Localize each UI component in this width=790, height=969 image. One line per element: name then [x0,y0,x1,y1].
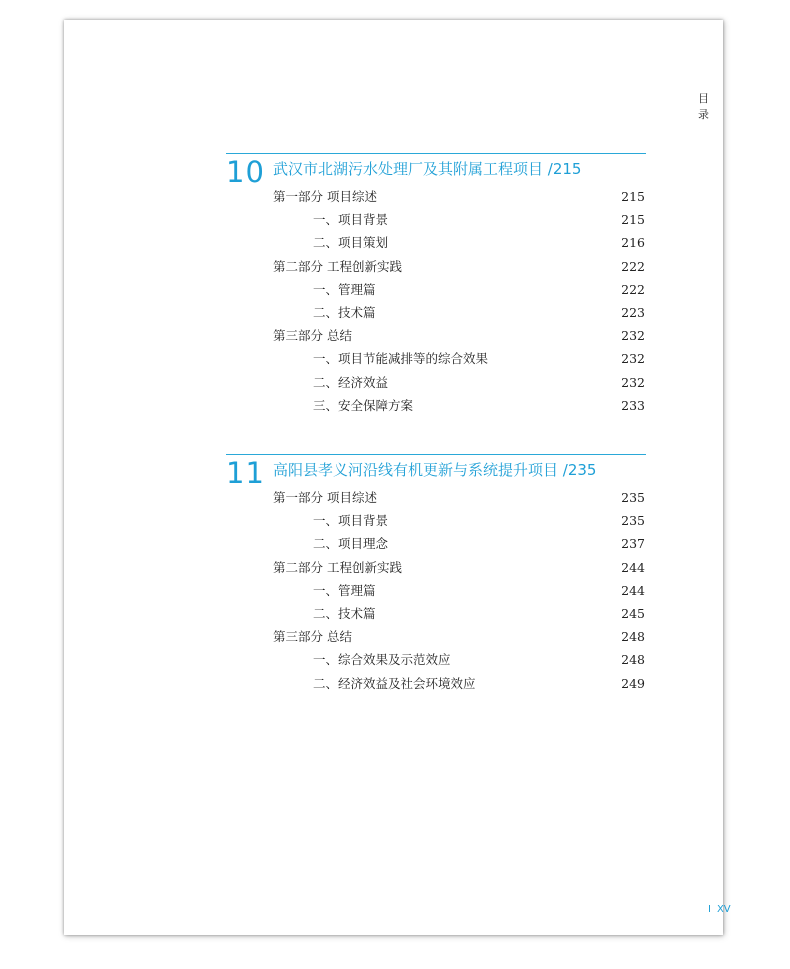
toc-entry-label: 二、经济效益及社会环境效应 [313,675,476,691]
chapter-number: 10 [226,155,265,189]
toc-entry-label: 二、技术篇 [313,304,376,320]
toc-entry-page: 233 [621,397,645,413]
toc-entry-label: 第一部分 项目综述 [273,189,377,204]
toc-entry[interactable] [273,532,645,555]
toc-entry-label: 二、项目理念 [313,536,389,552]
toc-entry-label: 第二部分 工程创新实践 [273,559,402,575]
toc-entry-page: 235 [621,513,645,529]
toc-entry-page: 244 [621,582,645,598]
toc-entry[interactable] [273,255,645,278]
toc-entry-label: 二、经济效益 [313,374,389,390]
toc-entry-label: 一、项目背景 [313,212,389,228]
folio-bar: I [708,904,711,915]
toc-entry-page: 215 [621,212,645,228]
running-head: 目 录 [698,92,715,121]
toc-entry-label: 一、管理篇 [313,281,376,297]
toc-list [273,486,645,695]
toc-entry-page: 222 [621,258,645,274]
toc-entry-label: 第一部分 项目综述 [273,490,377,505]
chapter-rule [226,454,646,455]
toc-entry-page: 244 [621,559,645,575]
toc-entry[interactable] [273,579,645,602]
toc-entry-page: 245 [621,605,645,621]
toc-entry[interactable] [273,486,645,509]
toc-entry[interactable] [273,371,645,394]
toc-entry[interactable] [273,185,645,208]
toc-entry[interactable] [273,625,645,648]
toc-entry-page: 232 [621,328,645,344]
toc-entry[interactable] [273,648,645,671]
toc-entry-page: 237 [621,536,645,552]
toc-entry-label: 一、项目节能减排等的综合效果 [313,351,489,367]
toc-entry-label: 二、技术篇 [313,605,376,621]
toc-entry-label: 一、项目背景 [313,513,389,529]
book-page [64,20,731,935]
toc-entry-label: 三、安全保障方案 [313,397,414,413]
toc-entry[interactable] [273,556,645,579]
folio-page-number: XV [716,904,731,915]
toc-entry[interactable] [273,231,645,254]
page-folio [708,904,731,915]
chapter-title[interactable]: 武汉市北湖污水处理厂及其附属工程项目 /215 [273,160,582,178]
toc-entry[interactable] [273,672,645,695]
toc-entry[interactable] [273,602,645,625]
toc-entry[interactable] [273,301,645,324]
toc-entry-page: 215 [621,189,645,204]
toc-entry[interactable] [273,208,645,231]
toc-entry-page: 248 [621,629,645,645]
toc-entry-label: 第三部分 总结 [273,629,352,645]
toc-entry-page: 222 [621,281,645,297]
toc-entry[interactable] [273,509,645,532]
toc-entry[interactable] [273,394,645,417]
toc-entry-page: 232 [621,351,645,367]
toc-entry-label: 一、管理篇 [313,582,376,598]
chapter-title[interactable]: 高阳县孝义河沿线有机更新与系统提升项目 /235 [273,461,597,479]
toc-entry-label: 一、综合效果及示范效应 [313,652,451,668]
toc-entry[interactable] [273,347,645,370]
toc-entry-label: 第三部分 总结 [273,328,352,344]
toc-entry-page: 223 [621,304,645,320]
toc-entry-page: 249 [621,675,645,691]
toc-entry-page: 235 [621,490,645,505]
chapter-rule [226,153,646,154]
toc-entry-page: 216 [621,235,645,251]
toc-list [273,185,645,417]
toc-entry-label: 二、项目策划 [313,235,389,251]
chapter-number: 11 [226,456,265,490]
toc-entry[interactable] [273,324,645,347]
toc-entry-page: 232 [621,374,645,390]
toc-entry-label: 第二部分 工程创新实践 [273,258,402,274]
toc-entry-page: 248 [621,652,645,668]
toc-entry[interactable] [273,278,645,301]
